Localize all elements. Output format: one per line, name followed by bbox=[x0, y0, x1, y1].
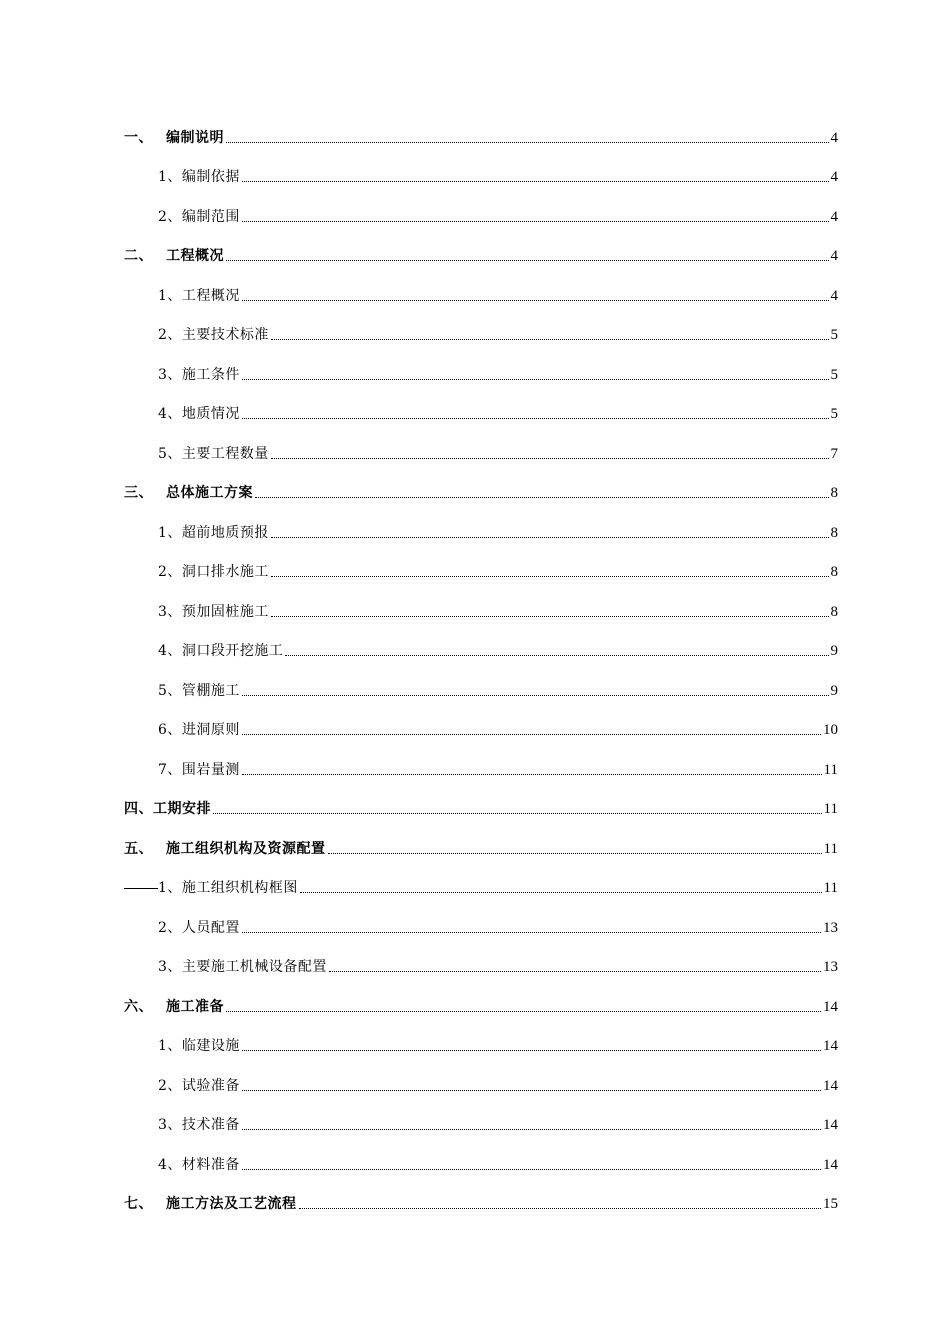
toc-entry-label bbox=[158, 761, 240, 779]
toc-entry-number: 1、 bbox=[158, 1038, 182, 1054]
toc-subsection-entry[interactable] bbox=[124, 621, 838, 661]
toc-entry-label bbox=[158, 287, 240, 305]
toc-page-number: 7 bbox=[830, 445, 838, 462]
dot-leader bbox=[285, 655, 828, 656]
toc-section-entry[interactable] bbox=[124, 818, 838, 858]
toc-entry-title: 工程概况 bbox=[181, 287, 240, 304]
toc-entry-label bbox=[158, 524, 269, 542]
dot-leader bbox=[299, 1208, 822, 1209]
toc-entry-number: 三、 bbox=[124, 485, 153, 501]
toc-subsection-entry[interactable] bbox=[124, 897, 838, 937]
toc-entry-label bbox=[158, 366, 240, 384]
dot-leader bbox=[271, 458, 829, 459]
toc-page-number: 15 bbox=[823, 1196, 838, 1212]
toc-page-number: 11 bbox=[823, 761, 838, 778]
dot-leader bbox=[271, 339, 829, 340]
toc-entry-number: 3、 bbox=[158, 603, 182, 620]
toc-entry-label bbox=[158, 721, 240, 739]
toc-page-number: 10 bbox=[823, 722, 838, 738]
table-of-contents bbox=[124, 107, 838, 1213]
toc-entry-label bbox=[158, 1037, 240, 1055]
toc-entry-number: 2、 bbox=[158, 919, 182, 936]
dot-leader bbox=[242, 181, 829, 182]
dot-leader bbox=[242, 418, 829, 419]
dot-leader bbox=[226, 260, 829, 261]
toc-entry-title: 主要工程数量 bbox=[181, 445, 269, 462]
toc-entry-number: 七、 bbox=[124, 1196, 153, 1212]
dot-leader bbox=[226, 142, 829, 143]
toc-entry-title: 临建设施 bbox=[181, 1038, 240, 1054]
toc-page-number: 4 bbox=[830, 129, 838, 146]
dot-leader bbox=[271, 537, 829, 538]
toc-entry-title: 工程概况 bbox=[166, 248, 224, 264]
toc-page-number: 5 bbox=[830, 327, 838, 343]
dot-leader bbox=[329, 971, 821, 972]
toc-page-number: 8 bbox=[830, 524, 838, 541]
dot-leader bbox=[242, 1050, 821, 1051]
toc-entry-number: 5、 bbox=[158, 445, 182, 462]
toc-entry-number: 1、 bbox=[158, 287, 182, 304]
toc-entry-title: 材料准备 bbox=[181, 1156, 240, 1173]
toc-entry-title: 地质情况 bbox=[181, 406, 240, 422]
toc-page-number: 13 bbox=[823, 959, 838, 975]
toc-entry-number: 2、 bbox=[158, 208, 182, 225]
toc-entry-label bbox=[158, 1077, 240, 1095]
toc-page-number: 14 bbox=[823, 1156, 838, 1173]
dot-leader bbox=[242, 1090, 821, 1091]
toc-entry-title: 编制范围 bbox=[181, 208, 240, 225]
toc-entry-label bbox=[158, 1156, 240, 1174]
toc-entry-title: 工期安排 bbox=[153, 801, 211, 817]
toc-entry-label bbox=[124, 484, 253, 502]
toc-entry-label bbox=[158, 682, 240, 700]
toc-page-number: 11 bbox=[823, 840, 838, 857]
dot-leader bbox=[300, 892, 822, 893]
toc-page-number: 5 bbox=[830, 406, 838, 422]
toc-entry-number: 3、 bbox=[158, 1117, 182, 1133]
toc-page-number: 14 bbox=[823, 1038, 838, 1054]
toc-page-number: 14 bbox=[823, 998, 838, 1015]
dot-leader bbox=[271, 576, 829, 577]
toc-section-entry[interactable] bbox=[124, 779, 838, 819]
toc-entry-label bbox=[158, 958, 327, 976]
dot-leader bbox=[271, 616, 829, 617]
toc-page-number: 8 bbox=[830, 564, 838, 580]
toc-subsection-entry[interactable] bbox=[124, 502, 838, 542]
toc-entry-number: 1、 bbox=[158, 169, 182, 185]
toc-section-entry[interactable] bbox=[124, 107, 838, 147]
dot-leader bbox=[328, 853, 822, 854]
toc-entry-title: 编制说明 bbox=[166, 129, 224, 146]
toc-entry-label bbox=[158, 919, 240, 937]
toc-entry-number: 7、 bbox=[158, 761, 182, 778]
toc-entry-title: 施工组织机构及资源配置 bbox=[166, 840, 326, 857]
toc-subsection-entry[interactable] bbox=[124, 581, 838, 621]
toc-entry-number: 1、 bbox=[158, 880, 182, 896]
toc-subsection-entry[interactable] bbox=[124, 423, 838, 463]
toc-subsection-entry[interactable] bbox=[124, 1134, 838, 1174]
dot-leader bbox=[213, 813, 822, 814]
toc-entry-title: 预加固桩施工 bbox=[181, 603, 269, 620]
toc-entry-title: 洞口排水施工 bbox=[181, 564, 269, 580]
toc-page-number: 13 bbox=[823, 919, 838, 936]
toc-entry-number: 一、 bbox=[124, 129, 153, 146]
toc-entry-label bbox=[158, 642, 283, 660]
toc-page-number: 4 bbox=[830, 169, 838, 185]
toc-entry-label bbox=[158, 1116, 240, 1134]
toc-entry-number: 2、 bbox=[158, 564, 182, 580]
dot-leader bbox=[242, 300, 829, 301]
toc-entry-title: 进洞原则 bbox=[181, 722, 240, 738]
toc-entry-title: 技术准备 bbox=[181, 1117, 240, 1133]
toc-subsection-entry[interactable] bbox=[124, 1016, 838, 1056]
dot-leader bbox=[242, 1169, 821, 1170]
toc-entry-number: 3、 bbox=[158, 366, 182, 383]
dot-leader bbox=[242, 379, 829, 380]
dot-leader bbox=[242, 695, 829, 696]
toc-subsection-entry[interactable] bbox=[124, 265, 838, 305]
toc-page-number: 11 bbox=[823, 880, 838, 896]
toc-entry-title: 施工条件 bbox=[181, 366, 240, 383]
toc-subsection-entry[interactable] bbox=[124, 147, 838, 187]
dot-leader bbox=[242, 932, 821, 933]
toc-entry-number: 二、 bbox=[124, 248, 153, 264]
toc-entry-label bbox=[158, 879, 298, 897]
toc-entry-number: 4、 bbox=[158, 643, 182, 659]
toc-page-number: 9 bbox=[830, 682, 838, 699]
toc-page-number: 9 bbox=[830, 643, 838, 659]
toc-entry-title: 主要技术标准 bbox=[181, 327, 269, 343]
dot-leader bbox=[242, 774, 822, 775]
toc-entry-label bbox=[158, 563, 269, 581]
toc-entry-title: 洞口段开挖施工 bbox=[181, 643, 284, 659]
toc-entry-title: 超前地质预报 bbox=[181, 524, 269, 541]
dot-leader bbox=[242, 1129, 821, 1130]
toc-subsection-entry[interactable] bbox=[124, 700, 838, 740]
toc-page-number: 8 bbox=[830, 603, 838, 620]
toc-entry-label bbox=[124, 840, 326, 858]
toc-entry-label bbox=[158, 603, 269, 621]
toc-entry-title: 试验准备 bbox=[181, 1077, 240, 1094]
toc-entry-label bbox=[124, 247, 224, 265]
toc-subsection-entry[interactable] bbox=[124, 384, 838, 424]
toc-entry-number: 2、 bbox=[158, 1077, 182, 1094]
underline-mark bbox=[124, 888, 158, 889]
toc-entry-title: 施工组织机构框图 bbox=[181, 880, 298, 896]
toc-page-number: 14 bbox=[823, 1077, 838, 1094]
toc-entry-label bbox=[124, 1195, 297, 1213]
toc-entry-number: 6、 bbox=[158, 722, 182, 738]
dot-leader bbox=[226, 1011, 821, 1012]
toc-subsection-entry[interactable] bbox=[124, 305, 838, 345]
toc-entry-title: 管棚施工 bbox=[181, 682, 240, 699]
toc-subsection-entry[interactable] bbox=[124, 739, 838, 779]
toc-entry-title: 围岩量测 bbox=[181, 761, 240, 778]
toc-subsection-entry[interactable] bbox=[124, 344, 838, 384]
toc-entry-label bbox=[158, 445, 269, 463]
toc-entry-number: 4、 bbox=[158, 1156, 182, 1173]
toc-entry-label bbox=[158, 405, 240, 423]
dot-leader bbox=[255, 497, 829, 498]
dot-leader bbox=[242, 221, 829, 222]
toc-section-entry[interactable] bbox=[124, 226, 838, 266]
toc-entry-title: 总体施工方案 bbox=[166, 485, 253, 501]
toc-subsection-entry[interactable] bbox=[124, 186, 838, 226]
toc-page-number: 5 bbox=[830, 366, 838, 383]
toc-entry-title: 主要施工机械设备配置 bbox=[181, 959, 327, 975]
toc-section-entry[interactable] bbox=[124, 1174, 838, 1214]
toc-entry-number: 四、 bbox=[124, 801, 153, 817]
toc-page-number: 14 bbox=[823, 1117, 838, 1133]
toc-page-number: 4 bbox=[830, 208, 838, 225]
toc-entry-label bbox=[158, 168, 240, 186]
toc-subsection-entry[interactable] bbox=[124, 660, 838, 700]
toc-entry-label bbox=[124, 800, 211, 818]
dot-leader bbox=[242, 734, 821, 735]
toc-page-number: 4 bbox=[830, 248, 838, 264]
toc-entry-title: 施工方法及工艺流程 bbox=[166, 1196, 297, 1212]
toc-entry-title: 施工准备 bbox=[166, 998, 224, 1015]
toc-entry-label bbox=[124, 129, 224, 147]
toc-subsection-entry[interactable] bbox=[124, 542, 838, 582]
toc-entry-number: 2、 bbox=[158, 327, 182, 343]
toc-entry-number: 3、 bbox=[158, 959, 182, 975]
toc-subsection-entry[interactable] bbox=[124, 1055, 838, 1095]
toc-subsection-entry[interactable] bbox=[124, 937, 838, 977]
toc-page-number: 11 bbox=[823, 801, 838, 817]
toc-entry-number: 5、 bbox=[158, 682, 182, 699]
toc-entry-label bbox=[158, 326, 269, 344]
toc-subsection-entry[interactable] bbox=[124, 1095, 838, 1135]
toc-entry-number: 1、 bbox=[158, 524, 182, 541]
toc-subsection-entry[interactable] bbox=[124, 858, 838, 898]
toc-page-number: 8 bbox=[830, 485, 838, 501]
toc-page-number: 4 bbox=[830, 287, 838, 304]
toc-entry-number: 五、 bbox=[124, 840, 153, 857]
toc-entry-title: 人员配置 bbox=[181, 919, 240, 936]
toc-entry-number: 4、 bbox=[158, 406, 182, 422]
toc-section-entry[interactable] bbox=[124, 463, 838, 503]
toc-entry-label bbox=[124, 998, 224, 1016]
toc-entry-title: 编制依据 bbox=[181, 169, 240, 185]
toc-section-entry[interactable] bbox=[124, 976, 838, 1016]
toc-entry-number: 六、 bbox=[124, 998, 153, 1015]
toc-entry-label bbox=[158, 208, 240, 226]
